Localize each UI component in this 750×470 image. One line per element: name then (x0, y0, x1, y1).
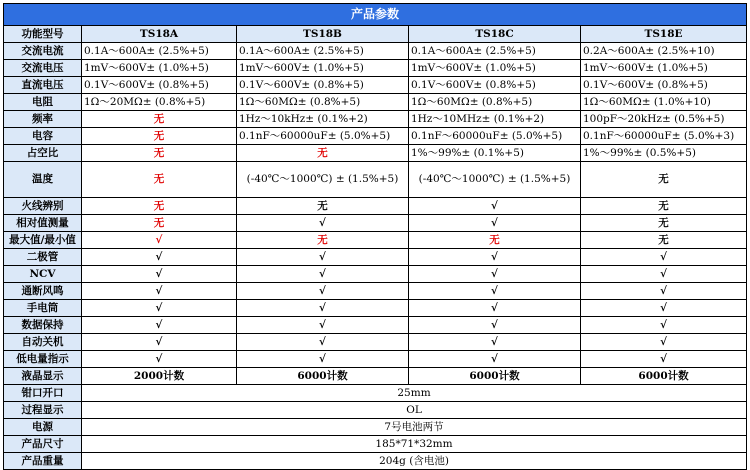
model-header: TS18A (82, 26, 237, 43)
spec-row (4, 300, 747, 317)
spec-cell: 无 (237, 232, 409, 249)
spec-cell: 0.1A～600A± (2.5%+5) (409, 43, 581, 60)
shared-spec-value: 7号电池两节 (82, 419, 747, 436)
spec-cell: 0.1V～600V± (0.8%+5) (409, 77, 581, 94)
spec-cell: 1Ω～60MΩ± (0.8%+5) (237, 94, 409, 111)
row-label: 频率 (4, 111, 82, 128)
spec-row (4, 317, 747, 334)
spec-cell: √ (82, 334, 237, 351)
spec-cell: √ (409, 283, 581, 300)
spec-cell: √ (581, 249, 747, 266)
spec-cell: 1Ω～60MΩ± (1.0%+10) (581, 94, 747, 111)
spec-cell: 1Hz～10MHz± (0.1%+2) (409, 111, 581, 128)
row-label: 液晶显示 (4, 368, 82, 385)
spec-cell: √ (581, 300, 747, 317)
row-label: 二极管 (4, 249, 82, 266)
spec-cell: 0.1nF～60000uF± (5.0%+3) (581, 128, 747, 145)
shared-spec-value: 185*71*32mm (82, 436, 747, 453)
row-label: 交流电流 (4, 43, 82, 60)
spec-cell: 1mV～600V± (1.0%+5) (581, 60, 747, 77)
spec-row (4, 198, 747, 215)
row-label: 电容 (4, 128, 82, 145)
row-label: 过程显示 (4, 402, 82, 419)
spec-cell: √ (581, 266, 747, 283)
spec-cell: √ (581, 351, 747, 368)
spec-row (4, 351, 747, 368)
shared-spec-row (4, 402, 747, 419)
row-label: 交流电压 (4, 60, 82, 77)
spec-cell: √ (237, 283, 409, 300)
spec-cell: 无 (581, 215, 747, 232)
spec-cell: √ (237, 249, 409, 266)
page-title: 产品参数 (4, 4, 747, 26)
spec-cell: 0.1A～600A± (2.5%+5) (82, 43, 237, 60)
spec-cell: 无 (581, 198, 747, 215)
spec-cell: √ (82, 249, 237, 266)
spec-row (4, 43, 747, 60)
row-label: 最大值/最小值 (4, 232, 82, 249)
model-header: TS18C (409, 26, 581, 43)
row-label: 通断风鸣 (4, 283, 82, 300)
spec-row (4, 145, 747, 162)
spec-row (4, 60, 747, 77)
spec-cell: √ (237, 351, 409, 368)
spec-cell: 0.1nF～60000uF± (5.0%+5) (237, 128, 409, 145)
spec-cell: 无 (82, 128, 237, 145)
row-label: 低电量指示 (4, 351, 82, 368)
row-label: 占空比 (4, 145, 82, 162)
shared-spec-row (4, 419, 747, 436)
row-label: 产品重量 (4, 453, 82, 470)
spec-row (4, 283, 747, 300)
spec-cell: √ (82, 283, 237, 300)
row-label: 温度 (4, 162, 82, 198)
spec-cell: 100pF～20kHz± (0.5%+5) (581, 111, 747, 128)
spec-cell: 0.1V～600V± (0.8%+5) (82, 77, 237, 94)
spec-cell: 0.1nF～60000uF± (5.0%+5) (409, 128, 581, 145)
spec-cell: √ (409, 334, 581, 351)
shared-spec-row (4, 385, 747, 402)
spec-table-body (4, 4, 747, 470)
spec-cell: √ (237, 317, 409, 334)
spec-cell: (-40℃～1000℃) ± (1.5%+5) (237, 162, 409, 198)
spec-cell: 6000计数 (581, 368, 747, 385)
spec-row (4, 94, 747, 111)
spec-row (4, 111, 747, 128)
row-label: 直流电压 (4, 77, 82, 94)
spec-cell: √ (409, 351, 581, 368)
shared-spec-row (4, 453, 747, 470)
spec-cell: 无 (237, 198, 409, 215)
spec-cell: 无 (237, 145, 409, 162)
spec-cell: (-40℃～1000℃) ± (1.5%+5) (409, 162, 581, 198)
spec-cell: √ (237, 334, 409, 351)
spec-cell: √ (409, 317, 581, 334)
spec-row (4, 334, 747, 351)
row-label: 数据保持 (4, 317, 82, 334)
row-label: 电源 (4, 419, 82, 436)
spec-cell: 1Hz～10kHz± (0.1%+2) (237, 111, 409, 128)
shared-spec-value: OL (82, 402, 747, 419)
spec-cell: √ (82, 351, 237, 368)
title-row (4, 4, 747, 26)
spec-cell: √ (409, 266, 581, 283)
model-header: TS18E (581, 26, 747, 43)
spec-cell: √ (82, 266, 237, 283)
shared-spec-row (4, 436, 747, 453)
spec-cell: 无 (581, 162, 747, 198)
header-row (4, 26, 747, 43)
spec-cell: √ (581, 283, 747, 300)
spec-cell: 1mV～600V± (1.0%+5) (237, 60, 409, 77)
row-label: 产品尺寸 (4, 436, 82, 453)
spec-row (4, 232, 747, 249)
spec-cell: √ (82, 317, 237, 334)
spec-row (4, 128, 747, 145)
spec-cell: 1Ω～20MΩ± (0.8%+5) (82, 94, 237, 111)
spec-cell: 1mV～600V± (1.0%+5) (409, 60, 581, 77)
spec-cell: √ (237, 300, 409, 317)
shared-spec-value: 204g (含电池) (82, 453, 747, 470)
spec-cell: 无 (82, 198, 237, 215)
model-header: TS18B (237, 26, 409, 43)
spec-row (4, 249, 747, 266)
spec-row (4, 215, 747, 232)
spec-cell: √ (409, 198, 581, 215)
spec-cell: 0.1V～600V± (0.8%+5) (581, 77, 747, 94)
spec-row (4, 266, 747, 283)
spec-cell: 无 (82, 145, 237, 162)
spec-cell: √ (237, 215, 409, 232)
spec-row (4, 77, 747, 94)
spec-cell: 0.1A～600A± (2.5%+5) (237, 43, 409, 60)
spec-cell: √ (82, 300, 237, 317)
spec-cell: 1Ω～60MΩ± (0.8%+5) (409, 94, 581, 111)
spec-row (4, 162, 747, 198)
row-label: 相对值测量 (4, 215, 82, 232)
spec-cell: 无 (82, 111, 237, 128)
spec-cell: 无 (581, 232, 747, 249)
spec-cell: √ (237, 266, 409, 283)
spec-row (4, 368, 747, 385)
row-label: 火线辨别 (4, 198, 82, 215)
spec-cell: 0.2A～600A± (2.5%+10) (581, 43, 747, 60)
header-label: 功能型号 (4, 26, 82, 43)
spec-cell: √ (82, 232, 237, 249)
spec-cell: √ (409, 215, 581, 232)
row-label: 电阻 (4, 94, 82, 111)
spec-cell: 0.1V～600V± (0.8%+5) (237, 77, 409, 94)
spec-table (3, 3, 747, 470)
spec-cell: 1%～99%± (0.1%+5) (409, 145, 581, 162)
row-label: 手电筒 (4, 300, 82, 317)
spec-cell: 1mV～600V± (1.0%+5) (82, 60, 237, 77)
spec-cell: 无 (82, 215, 237, 232)
row-label: 钳口开口 (4, 385, 82, 402)
spec-cell: √ (581, 334, 747, 351)
spec-cell: √ (409, 249, 581, 266)
spec-cell: 6000计数 (409, 368, 581, 385)
spec-cell: 无 (409, 232, 581, 249)
spec-cell: √ (581, 317, 747, 334)
spec-cell: 无 (82, 162, 237, 198)
row-label: NCV (4, 266, 82, 283)
spec-cell: 2000计数 (82, 368, 237, 385)
row-label: 自动关机 (4, 334, 82, 351)
shared-spec-value: 25mm (82, 385, 747, 402)
spec-cell: 1%～99%± (0.5%+5) (581, 145, 747, 162)
spec-cell: 6000计数 (237, 368, 409, 385)
spec-cell: √ (409, 300, 581, 317)
